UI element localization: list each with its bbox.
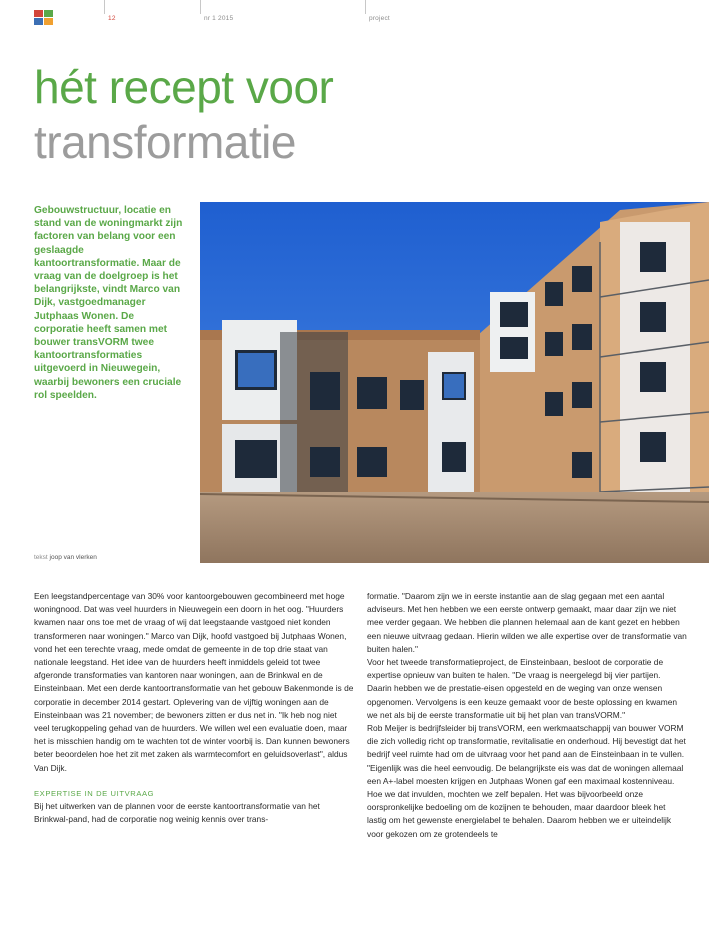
magazine-logo-icon xyxy=(34,10,54,25)
body-column-right xyxy=(367,590,687,841)
article-intro: Gebouwstructuur, locatie en stand van de woningmarkt zijn factoren van belang voor een geslaagde kantoortransformatie. Maar de vraag van de doelgroep is het belangrijkste, vindt Marco van Dijk, vastgoedmanager Jutphaas Wonen. De corporatie heeft samen met bouwer transVORM twee kantoortransformaties uitgevoerd in Nieuwegein, waarbij bewoners een cruciale rol speelden. xyxy=(34,205,183,401)
page-number: 12 xyxy=(108,15,116,22)
body-paragraph: Rob Meijer is bedrijfsleider bij transVORM, een werkmaatschappij van bouwer VORM die zich volledig richt op transformatie, revitalisatie en onderhoud. Hij bevestigt dat het bedrijf veel ruimte had om de uitvraag voor het pand aan de Einsteinbaan in te vullen. "Eigenlijk was die heel eenvoudig. De belangrijkste eis was dat de woningen allemaal een A+-label moesten krijgen en Jutphaas Wonen gaf een maximaal kostenniveau. Hoe we dat invulden, mochten we zelf bepalen. Het was bijvoorbeeld onze oorspronkelijke bedoeling om de kozijnen te behouden, maar daardoor bleek het lastig om het gewenste energielabel te behalen. Daarom hebben we er uiteindelijk voor gekozen om ze grotendeels te xyxy=(367,723,686,839)
section-label: project xyxy=(369,15,390,22)
body-paragraph: Een leegstandpercentage van 30% voor kantoorgebouwen gecombineerd met hoge woningnood. Dat was veel huurders in Nieuwegein een doorn in het oog. "Huurders kwamen naar ons toe met de vraag of wij dat leegstaande vastgoed niet konden transformeren naar woningen." Marco van Dijk, hoofd vastgoed bij Jutphaas Wonen, vond het een terechte vraag, mede omdat de gemeente in de top drie staat van nationale leegstand. Het idee van de huurders heeft inmiddels geleid tot twee afgeronde transformaties van kantoren naar woningen, aan de Brinkwal en de Einsteinbaan. Met een derde kantoortransformatie van het gebouw Bakenmonde is de corporatie in december 2014 gestart. Oplevering van de vijftig woningen aan de Einsteinbaan was 21 november; de bewoners zitten er dus net in. "Ik heb nog niet veel terugkoppeling gehad van de huurders. We willen wel een evaluatie doen, maar het is misschien handig om te wachten tot de winter voorbij is. Dan kunnen bewoners beter beoordelen hoe het zit met zaken als warmtecomfort en geluidsoverlast", aldus Van Dijk. xyxy=(34,591,354,773)
header-divider xyxy=(365,0,366,14)
author-credit xyxy=(34,554,97,561)
body-paragraph: formatie. "Daarom zijn we in eerste instantie aan de slag gegaan met een aantal adviseurs. Met hen hebben we een eerste ontwerp gemaakt, maar daar zijn we niet mee verder gegaan. We hebben die plannen helemaal aan de kant gezet en hebben een nieuwe uitvraag gedaan. Hierin wilden we alle expertise over de transformatie van buiten halen." xyxy=(367,591,687,654)
body-paragraph: Voor het tweede transformatieproject, de Einsteinbaan, besloot de corporatie de expertise opnieuw van buiten te halen. "De vraag is neergelegd bij vier partijen. Daarin hebben we de prestatie-eisen opgesteld en de weging van onze wensen opgenomen. Vervolgens is een keuze gemaakt voor de beste oplossing en kwamen we net als bij de eerste transformatie uit bij het plan van transVORM." xyxy=(367,657,678,720)
section-subheading: EXPERTISE IN DE UITVRAAG xyxy=(34,788,155,798)
issue-label: nr 1 2015 xyxy=(204,15,234,22)
building-photo xyxy=(200,202,709,563)
body-paragraph: Bij het uitwerken van de plannen voor de eerste kantoortransformatie van het Brinkwal-pand, had de corporatie nog weinig kennis over trans- xyxy=(34,801,320,825)
body-column-left xyxy=(34,590,354,826)
article-title-line1: hét recept voor xyxy=(34,61,334,113)
author-name: joop van vlerken xyxy=(49,554,97,561)
header-divider xyxy=(104,0,105,14)
article-title-line2: transformatie xyxy=(34,116,296,168)
credit-label: tekst xyxy=(34,554,48,561)
header-divider xyxy=(200,0,201,14)
